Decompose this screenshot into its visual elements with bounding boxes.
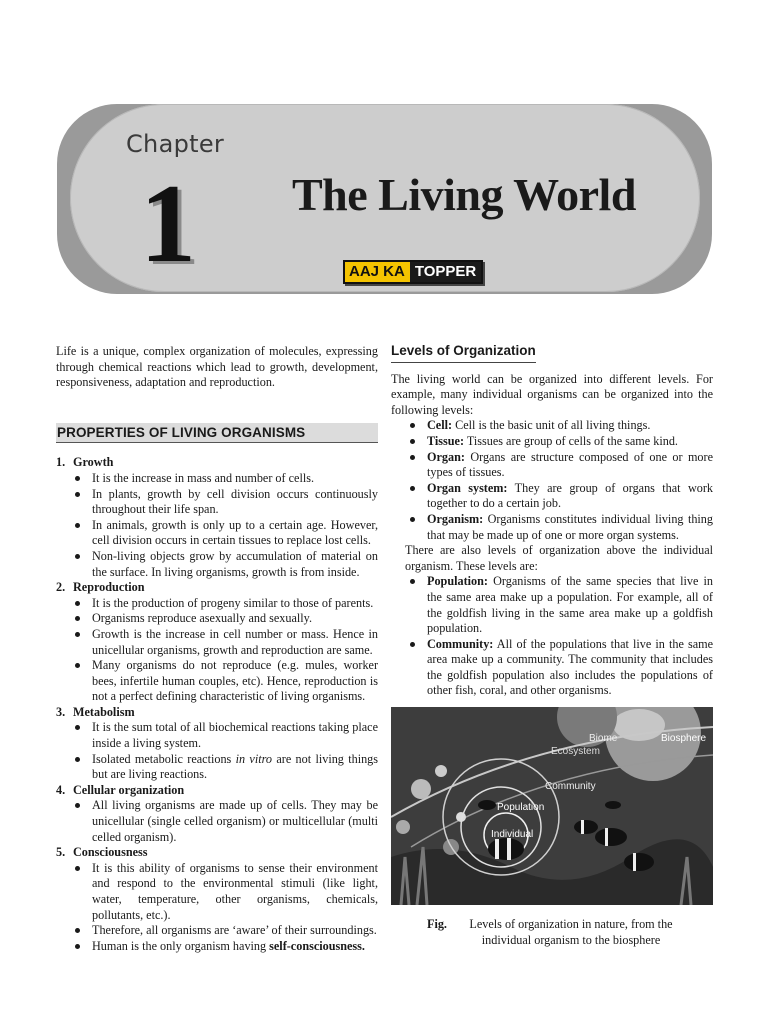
fish (624, 853, 654, 871)
brand-logo-part1: AAJ KA (345, 262, 410, 282)
list-item (409, 450, 713, 481)
label-individual: Individual (491, 829, 534, 841)
list-item: It is the sum total of all biochemical reactions taking place inside a living system. (74, 720, 378, 751)
definition: Organisms of the same species that live in the same area make up a population. For example, all of the goldfish living in the same area make up a goldfish population. (427, 574, 713, 636)
property-consciousness (56, 845, 378, 954)
properties-heading: PROPERTIES OF LIVING ORGANISMS (56, 423, 378, 444)
list-item (409, 574, 713, 636)
definition: Tissues are group of cells of the same kind. (464, 433, 678, 448)
left-column (56, 344, 378, 954)
list-item (409, 637, 713, 699)
property-title: Consciousness (73, 845, 148, 860)
fish (478, 800, 496, 810)
brand-logo (343, 260, 483, 284)
chapter-title: The Living World (292, 169, 636, 220)
levels-above-intro: There are also levels of organization above the individual organism. These levels are: (405, 543, 713, 573)
fish (605, 801, 621, 809)
italic-term: in vitro (235, 751, 273, 766)
list-item (74, 939, 378, 955)
term: Population: (427, 574, 488, 589)
levels-heading: Levels of Organization (391, 343, 536, 363)
list-item: Growth is the increase in cell number or mass. Hence in unicellular organisms, growth and reproduction are same. (74, 627, 378, 658)
intro-paragraph: Life is a unique, complex organization of molecules, expressing through chemical reactions which lead to growth, development, responsiveness, adaptation and reproduction. (56, 344, 378, 390)
list-item (409, 481, 713, 512)
figure-label: Fig. (427, 917, 447, 932)
fish (488, 838, 524, 860)
property-number: 5. (56, 845, 66, 860)
figure-caption (391, 917, 713, 948)
term: Tissue: (427, 433, 465, 448)
chapter-number: 1 (140, 162, 196, 286)
definition: All of the populations that live in the same area make up a community. The community that includes the goldfish population also includes the populations of other fish, coral, and other organisms. (427, 636, 713, 698)
property-metabolism (56, 705, 378, 783)
property-title: Reproduction (73, 580, 145, 595)
term: Organ system: (427, 480, 508, 495)
fish (595, 828, 627, 846)
definition: They are group of organs that work together to do a certain job. (427, 480, 713, 511)
list-item: It is this ability of organisms to sense their environment and respond to the environmental stimuli (like light, water, temperature, other organisms, chemicals, pollutants, etc.). (74, 861, 378, 923)
label-population: Population (497, 802, 545, 814)
definition: Organs are structure composed of one or more types of tissues. (427, 449, 713, 480)
list-item: It is the production of progeny similar to those of parents. (74, 596, 378, 612)
definition: Organisms constitutes individual living thing that may be made up of one or more organ systems. (427, 511, 713, 542)
property-number: 1. (56, 455, 66, 470)
list-item (74, 752, 378, 783)
list-item: It is the increase in mass and number of cells. (74, 471, 378, 487)
chapter-label: Chapter (126, 130, 225, 158)
right-column (391, 344, 713, 948)
list-item: Non-living objects grow by accumulation of material on the surface. In living organisms, growth is from inside. (74, 549, 378, 580)
property-growth (56, 455, 378, 580)
term: Organism: (427, 511, 484, 526)
text-segment: are not living things but are living reactions. (92, 751, 379, 782)
term: Community: (427, 636, 494, 651)
list-item: Therefore, all organisms are ‘aware’ of their surroundings. (74, 923, 378, 939)
label-community: Community (545, 781, 596, 793)
property-title: Metabolism (73, 704, 135, 719)
fish (574, 820, 598, 834)
property-cellular-organization (56, 783, 378, 845)
list-item: In plants, growth by cell division occurs continuously throughout their life span. (74, 487, 378, 518)
list-item (409, 434, 713, 450)
property-reproduction (56, 580, 378, 705)
list-item: All living organisms are made up of cells. They may be unicellular (single celled organism) or multicellular (multi celled organism). (74, 798, 378, 845)
figure-caption-text: Levels of organization in nature, from the individual organism to the biosphere (469, 917, 673, 947)
text-segment: Human is the only organism having (92, 938, 270, 953)
label-biome: Biome (589, 733, 618, 745)
list-item: Many organisms do not reproduce (e.g. mules, worker bees, infertile human couples, etc). Hence, reproduction is not a perfect defining characteristic of living organisms. (74, 658, 378, 705)
list-item: Organisms reproduce asexually and sexually. (74, 611, 378, 627)
list-item (409, 418, 713, 434)
levels-figure (391, 707, 713, 905)
brand-logo-part2: TOPPER (410, 262, 481, 282)
property-number: 3. (56, 704, 66, 719)
list-item (409, 512, 713, 543)
label-biosphere: Biosphere (661, 733, 707, 745)
property-number: 4. (56, 782, 66, 797)
property-number: 2. (56, 580, 66, 595)
property-title: Cellular organization (73, 782, 185, 797)
term: Cell: (427, 418, 453, 433)
levels-intro: The living world can be organized into different levels. For example, many individual organisms can be organized into the following levels: (391, 371, 713, 417)
label-ecosystem: Ecosystem (551, 746, 600, 758)
property-title: Growth (73, 455, 114, 470)
term: Organ: (427, 449, 465, 464)
levels-illustration (391, 707, 713, 905)
definition: Cell is the basic unit of all living things. (452, 418, 651, 433)
text-segment: Isolated metabolic reactions (92, 751, 236, 766)
list-item: In animals, growth is only up to a certain age. However, cell division occurs in certain tissues to replace lost cells. (74, 518, 378, 549)
bold-term: self-consciousness. (269, 938, 365, 953)
